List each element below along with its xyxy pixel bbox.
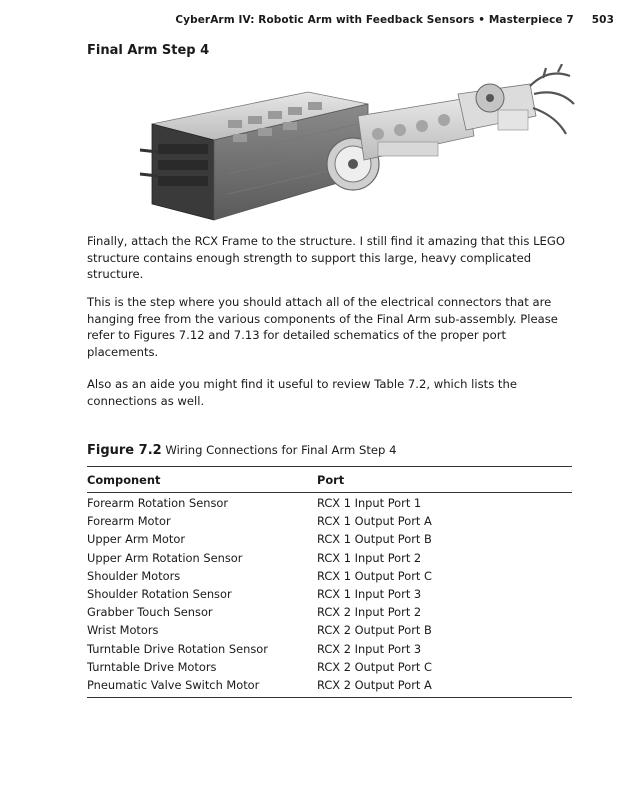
table-row [87,530,572,548]
port-cell: RCX 1 Output Port C [317,568,432,583]
header-port: Port [317,467,572,493]
upper-arm [358,98,474,160]
table-row [87,585,572,603]
running-title: CyberArm IV: Robotic Arm with Feedback Sensors • Masterpiece 7 [175,14,574,26]
component-cell: Forearm Motor [87,514,171,529]
component-cell: Wrist Motors [87,623,159,638]
paragraph-connectors: This is the step where you should attach all of the electrical connectors that are hanging free from the various components of the Final Arm sub-assembly. Please refer to Figures 7.12 and 7.13 for detailed schematics of the proper port placements. [87,295,558,359]
table-row [87,676,572,694]
table-row [87,603,572,621]
port-cell: RCX 2 Output Port A [317,678,432,693]
forearm [458,84,536,130]
table-header-row [87,467,572,493]
table-row [87,658,572,676]
caption-label: Figure 7.2 [87,443,162,458]
table-caption [87,443,396,458]
component-cell: Forearm Rotation Sensor [87,496,229,510]
header-component: Component [87,467,317,493]
table-row [87,640,572,658]
paragraph-table-ref: Also as an aide you might find it useful to review Table 7.2, which lists the connections as well. [87,377,517,408]
table-row [87,549,572,567]
caption-text: Wiring Connections for Final Arm Step 4 [165,443,397,457]
component-cell: Grabber Touch Sensor [87,605,213,620]
port-cell: RCX 1 Output Port A [317,514,432,529]
port-cell: RCX 1 Output Port B [317,532,432,547]
wiring-connections-table [87,466,572,694]
lego-arm-figure [138,64,578,229]
port-cell: RCX 1 Input Port 1 [317,496,422,510]
component-cell: Pneumatic Valve Switch Motor [87,678,260,693]
paragraph-attach-rcx: Finally, attach the RCX Frame to the structure. I still find it amazing that this LEGO structure contains enough strength to support this large, heavy complicated structure. [87,234,565,282]
port-cell: RCX 2 Output Port C [317,659,432,674]
component-cell: Turntable Drive Rotation Sensor [87,641,268,656]
port-cell: RCX 2 Input Port 3 [317,641,422,656]
table-row [87,621,572,639]
component-cell: Upper Arm Motor [87,532,186,547]
grabber-claw [530,64,574,134]
component-cell: Shoulder Motors [87,568,181,583]
port-cell: RCX 2 Output Port B [317,623,432,638]
component-cell: Shoulder Rotation Sensor [87,587,232,602]
port-cell: RCX 1 Input Port 3 [317,587,422,602]
page-number: 503 [591,14,614,26]
running-header [0,14,614,26]
table-row [87,512,572,530]
section-title: Final Arm Step 4 [87,43,210,58]
table-row [87,493,572,513]
component-cell: Upper Arm Rotation Sensor [87,550,243,565]
port-cell: RCX 2 Input Port 2 [317,605,422,620]
table-row [87,567,572,585]
table-bottom-rule [87,697,572,698]
port-cell: RCX 1 Input Port 2 [317,550,422,565]
component-cell: Turntable Drive Motors [87,659,217,674]
